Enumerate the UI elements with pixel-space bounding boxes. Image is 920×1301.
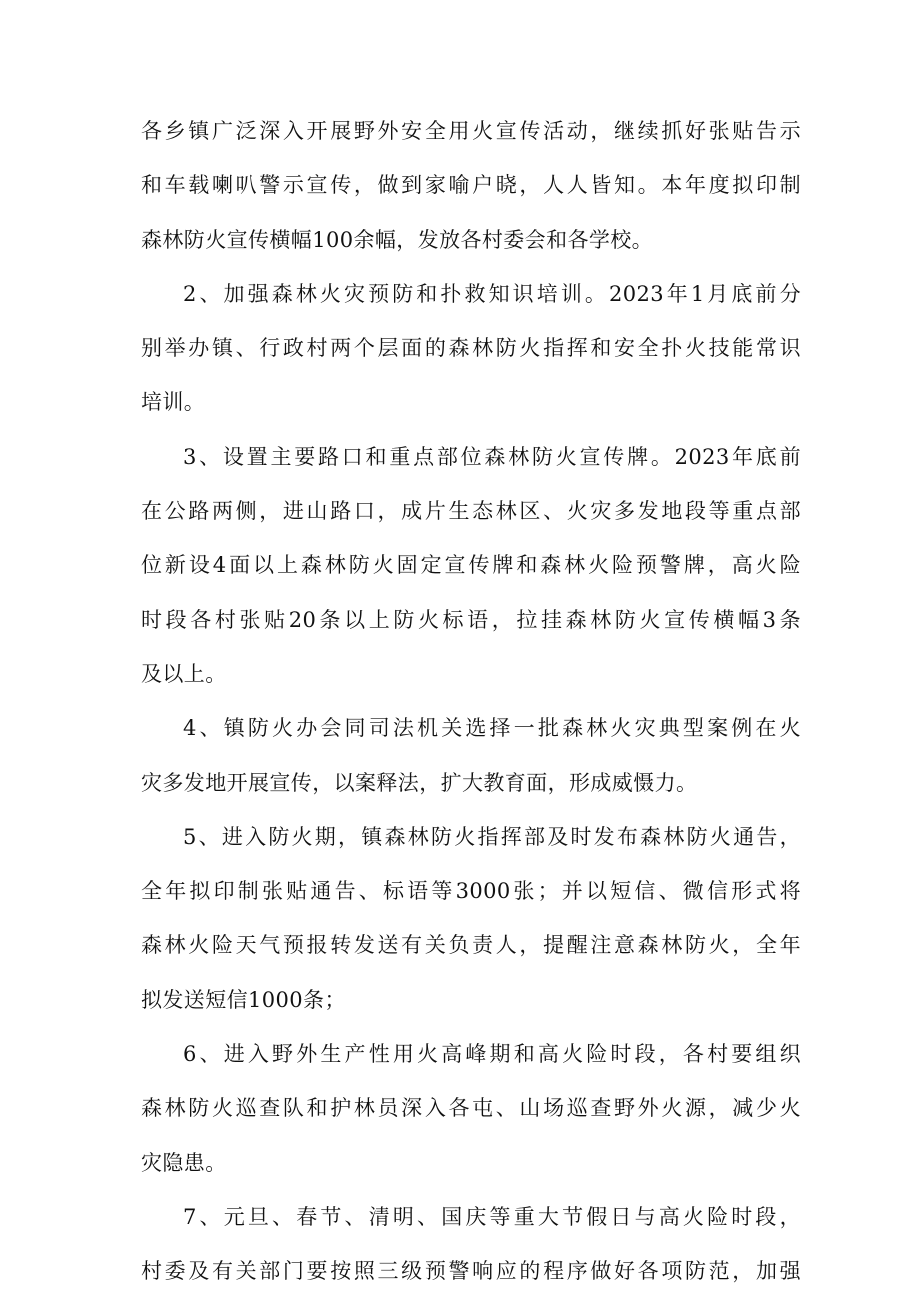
text-line: 别举办镇、行政村两个层面的森林防火指挥和安全扑火技能常识 [141,336,801,361]
text-line: 全年拟印制张贴通告、标语等3000张；并以短信、微信形式将 [141,879,801,904]
text-line: 拟发送短信1000条； [141,987,346,1012]
text-line: 5、进入防火期，镇森林防火指挥部及时发布森林防火通告， [183,824,801,849]
document-body [141,104,801,1299]
text-line: 和车载喇叭警示宣传，做到家喻户晓，人人皆知。本年度拟印制 [141,173,801,198]
text-line: 6、进入野外生产性用火高峰期和高火险时段，各村要组织 [183,1042,801,1067]
text-line: 培训。 [141,390,206,415]
text-line: 位新设4面以上森林防火固定宣传牌和森林火险预警牌，高火险 [141,553,801,578]
text-line: 时段各村张贴20条以上防火标语，拉挂森林防火宣传横幅3条 [141,607,801,632]
text-line: 2、加强森林火灾预防和扑救知识培训。2023年1月底前分 [183,281,801,306]
text-line: 灾多发地开展宣传，以案释法，扩大教育面，形成威慑力。 [141,770,698,795]
text-line: 森林防火宣传横幅100余幅，发放各村委会和各学校。 [141,227,654,252]
text-line: 及以上。 [141,661,227,686]
text-line: 森林火险天气预报转发送有关负责人，提醒注意森林防火，全年 [141,933,801,958]
text-line: 4、镇防火办会同司法机关选择一批森林火灾典型案例在火 [183,716,801,741]
text-line: 3、设置主要路口和重点部位森林防火宣传牌。2023年底前 [183,444,801,469]
text-line: 村委及有关部门要按照三级预警响应的程序做好各项防范，加强 [141,1259,801,1284]
text-line: 在公路两侧，进山路口，成片生态林区、火灾多发地段等重点部 [141,499,801,524]
text-line: 各乡镇广泛深入开展野外安全用火宣传活动，继续抓好张贴告示 [141,119,801,143]
text-line: 灾隐患。 [141,1150,227,1175]
text-line: 7、元旦、春节、清明、国庆等重大节假日与高火险时段， [183,1204,801,1229]
text-line: 森林防火巡查队和护林员深入各屯、山场巡查野外火源，减少火 [141,1096,801,1121]
